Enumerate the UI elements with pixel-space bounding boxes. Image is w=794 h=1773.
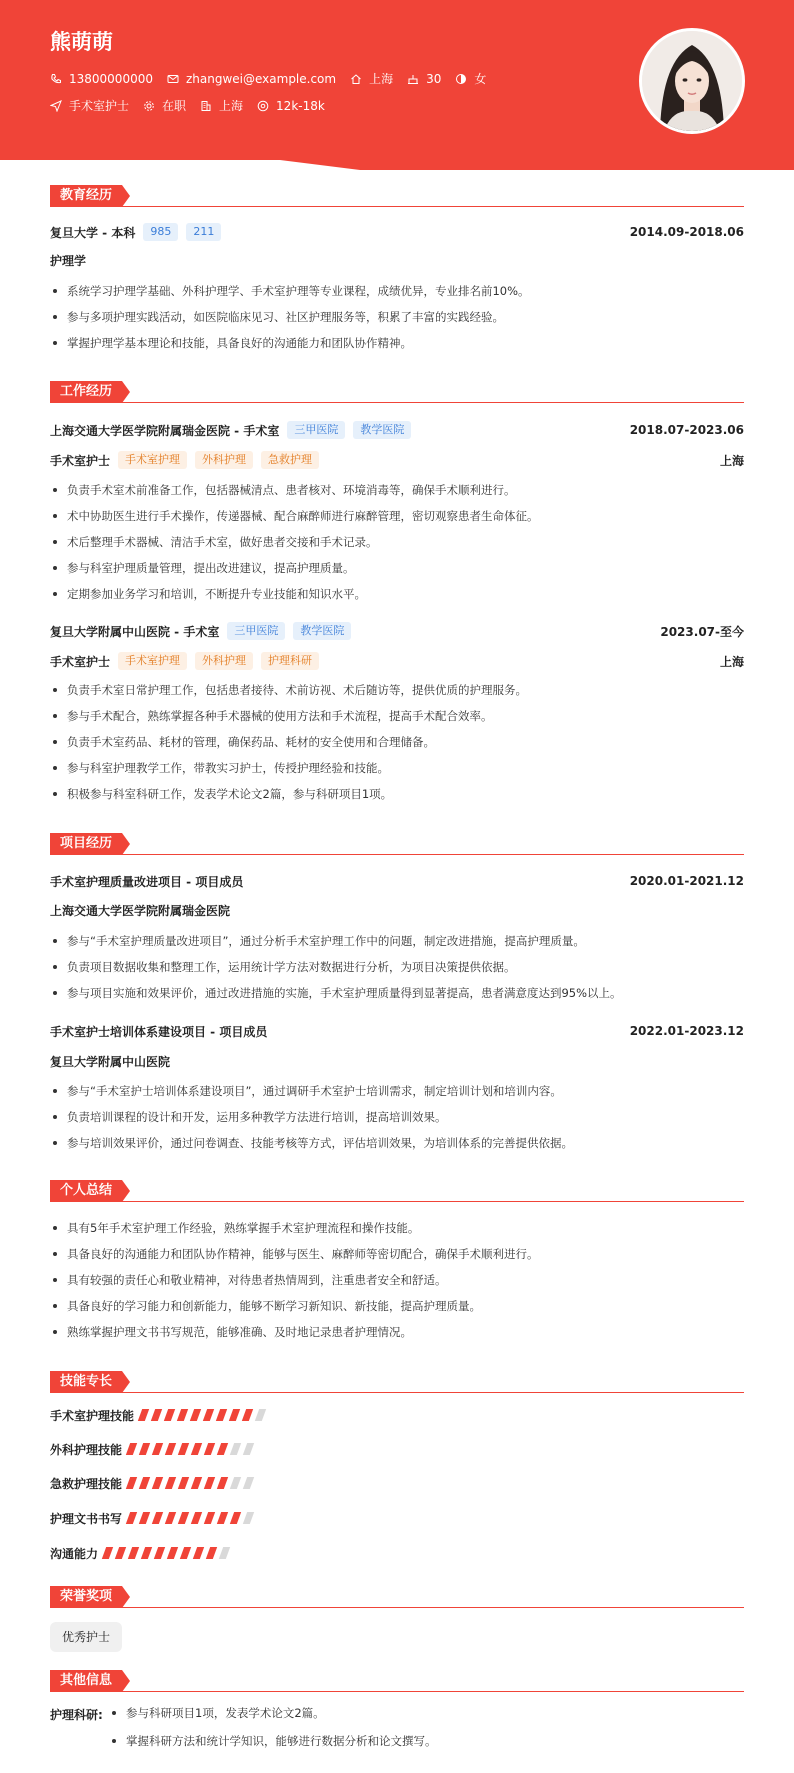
section-title-label: 荣誉奖项	[50, 1586, 122, 1608]
skill-row	[50, 1439, 258, 1459]
employer-tag: 教学医院	[353, 421, 411, 439]
list-item: 参与科研项目1项，发表学术论文2篇。	[109, 1706, 437, 1734]
section-awards	[50, 1586, 744, 1608]
skill-row	[50, 1473, 258, 1493]
list-item: 具备良好的学习能力和创新能力，能够不断学习新知识、新技能，提高护理质量。	[50, 1293, 744, 1319]
skill-row	[50, 1508, 258, 1528]
employer-tag: 教学医院	[293, 622, 351, 640]
education-bullets	[50, 278, 744, 356]
salary-icon	[257, 100, 269, 112]
job-role: 手术室护士	[50, 453, 111, 468]
skill-name: 沟通能力	[50, 1546, 99, 1561]
school-tag: 985	[143, 223, 178, 241]
contact-row	[50, 70, 500, 87]
section-title-label: 个人总结	[50, 1180, 122, 1202]
skill-segment-empty	[255, 1409, 266, 1421]
skill-segment-filled	[165, 1477, 176, 1489]
section-divider	[50, 402, 744, 403]
list-item: 掌握护理学基本理论和技能，具备良好的沟通能力和团队协作精神。	[50, 330, 744, 356]
list-item: 参与“手术室护士培训体系建设项目”，通过调研手术室护士培训需求，制定培训计划和培训内容。	[50, 1078, 744, 1104]
skill-segment-filled	[217, 1512, 228, 1524]
skill-segment-filled	[154, 1547, 165, 1559]
employer-name: 上海交通大学医学院附属瑞金医院 - 手术室	[50, 423, 280, 438]
home-icon	[350, 73, 362, 85]
city-item	[350, 70, 393, 87]
project-name: 手术室护理质量改进项目 - 项目成员	[50, 874, 244, 889]
job-intent-row	[50, 97, 339, 114]
skill-segment-empty	[243, 1443, 254, 1455]
role-tag: 护理科研	[261, 652, 319, 670]
gender-item	[455, 70, 486, 87]
skill-segment-filled	[204, 1443, 215, 1455]
section-divider	[50, 1392, 744, 1393]
summary-bullets	[50, 1215, 744, 1345]
section-education	[50, 185, 744, 207]
work-city-text: 上海	[219, 99, 244, 113]
skill-segment-empty	[243, 1477, 254, 1489]
skill-level-bar	[128, 1477, 258, 1489]
list-item: 术中协助医生进行手术操作，传递器械、配合麻醉师进行麻醉管理，密切观察患者生命体征。	[50, 503, 744, 529]
job-date: 2023.07-至今	[660, 624, 744, 639]
email-item	[167, 72, 336, 86]
skill-segment-filled	[151, 1409, 162, 1421]
avatar-portrait	[642, 31, 742, 131]
status-item	[143, 97, 186, 114]
skill-name: 外科护理技能	[50, 1442, 123, 1457]
job-role-row	[50, 651, 744, 671]
job-bullets	[50, 477, 744, 607]
section-title-label: 其他信息	[50, 1670, 122, 1692]
skill-row	[50, 1543, 234, 1563]
skill-segment-filled	[206, 1547, 217, 1559]
job-header-row	[50, 420, 744, 440]
skill-segment-filled	[152, 1443, 163, 1455]
skill-name: 手术室护理技能	[50, 1408, 135, 1423]
skill-segment-filled	[102, 1547, 113, 1559]
skill-segment-filled	[115, 1547, 126, 1559]
work-city-item	[200, 97, 243, 114]
status-text: 在职	[162, 99, 187, 113]
project-bullets	[50, 1078, 744, 1156]
city-text: 上海	[369, 72, 394, 86]
employer-name: 复旦大学附属中山医院 - 手术室	[50, 624, 220, 639]
list-item: 参与“手术室护理质量改进项目”，通过分析手术室护理工作中的问题，制定改进措施，提高护理质量。	[50, 928, 744, 954]
list-item: 参与科室护理质量管理，提出改进建议，提高护理质量。	[50, 555, 744, 581]
skill-segment-filled	[193, 1547, 204, 1559]
section-divider	[50, 854, 744, 855]
skill-segment-filled	[217, 1443, 228, 1455]
section-title-label: 工作经历	[50, 381, 122, 403]
phone-icon	[50, 73, 62, 85]
age-item	[407, 72, 441, 86]
skill-segment-filled	[177, 1409, 188, 1421]
position-text: 手术室护士	[69, 99, 130, 113]
project-date: 2022.01-2023.12	[629, 1024, 744, 1038]
skill-segment-filled	[191, 1512, 202, 1524]
job-date: 2018.07-2023.06	[629, 423, 744, 437]
skill-segment-filled	[178, 1443, 189, 1455]
list-item: 参与多项护理实践活动，如医院临床见习、社区护理服务等，积累了丰富的实践经验。	[50, 304, 744, 330]
skill-segment-filled	[126, 1512, 137, 1524]
other-bullets	[109, 1706, 437, 1762]
send-icon	[50, 100, 62, 112]
school-tag: 211	[186, 223, 221, 241]
age-text: 30	[426, 71, 442, 86]
role-tag: 外科护理	[195, 652, 253, 670]
skill-segment-filled	[191, 1443, 202, 1455]
award-chip: 优秀护士	[50, 1622, 122, 1652]
skill-segment-filled	[191, 1477, 202, 1489]
skill-segment-filled	[128, 1547, 139, 1559]
candidate-name: 熊萌萌	[50, 30, 113, 54]
job-header-row	[50, 621, 744, 641]
list-item: 掌握科研方法和统计学知识，能够进行数据分析和论文撰写。	[109, 1734, 437, 1762]
skill-segment-empty	[230, 1443, 241, 1455]
list-item: 负责手术室日常护理工作，包括患者接待、术前访视、术后随访等，提供优质的护理服务。	[50, 677, 744, 703]
list-item: 具有较强的责任心和敬业精神，对待患者热情周到，注重患者安全和舒适。	[50, 1267, 744, 1293]
skill-segment-filled	[229, 1409, 240, 1421]
skill-name: 护理文书书写	[50, 1511, 123, 1526]
skill-segment-filled	[141, 1547, 152, 1559]
skill-segment-filled	[126, 1443, 137, 1455]
job-role: 手术室护士	[50, 654, 111, 669]
list-item: 负责培训课程的设计和开发，运用多种教学方法进行培训，提高培训效果。	[50, 1104, 744, 1130]
role-tag: 手术室护理	[118, 451, 187, 469]
gender-text: 女	[474, 72, 487, 86]
section-summary	[50, 1180, 744, 1202]
skill-segment-empty	[219, 1547, 230, 1559]
list-item: 系统学习护理学基础、外科护理学、手术室护理等专业课程，成绩优异，专业排名前10%。	[50, 278, 744, 304]
role-tag: 外科护理	[195, 451, 253, 469]
resume-header	[0, 0, 794, 183]
skill-row	[50, 1405, 270, 1425]
major-name: 护理学	[50, 253, 87, 268]
section-title-label: 教育经历	[50, 185, 122, 207]
skill-segment-filled	[178, 1512, 189, 1524]
skill-segment-filled	[167, 1547, 178, 1559]
skill-segment-filled	[165, 1512, 176, 1524]
skill-segment-filled	[217, 1477, 228, 1489]
list-item: 定期参加业务学习和培训，不断提升专业技能和知识水平。	[50, 581, 744, 607]
skill-segment-filled	[230, 1512, 241, 1524]
skill-segment-filled	[139, 1443, 150, 1455]
job-role-row	[50, 450, 744, 470]
list-item: 参与手术配合，熟练掌握各种手术器械的使用方法和手术流程，提高手术配合效率。	[50, 703, 744, 729]
education-header-row	[50, 222, 744, 242]
skill-segment-filled	[204, 1512, 215, 1524]
gender-icon	[455, 73, 467, 85]
cake-icon	[407, 73, 419, 85]
avatar	[639, 28, 745, 134]
section-title-label: 项目经历	[50, 833, 122, 855]
section-work	[50, 381, 744, 403]
list-item: 具有5年手术室护理工作经验，熟练掌握手术室护理流程和操作技能。	[50, 1215, 744, 1241]
skill-segment-empty	[230, 1477, 241, 1489]
skill-segment-filled	[204, 1477, 215, 1489]
skill-segment-filled	[139, 1477, 150, 1489]
skill-level-bar	[128, 1512, 258, 1524]
project-org: 复旦大学附属中山医院	[50, 1054, 171, 1069]
list-item: 负责手术室术前准备工作，包括器械清点、患者核对、环境消毒等，确保手术顺利进行。	[50, 477, 744, 503]
skill-level-bar	[128, 1443, 258, 1455]
skill-segment-filled	[152, 1512, 163, 1524]
building-icon	[200, 100, 212, 112]
skill-segment-filled	[216, 1409, 227, 1421]
skill-segment-filled	[152, 1477, 163, 1489]
phone-item	[50, 72, 153, 86]
section-divider	[50, 206, 744, 207]
project-date: 2020.01-2021.12	[629, 874, 744, 888]
other-category-label: 护理科研:	[50, 1708, 103, 1722]
list-item: 参与培训效果评价，通过问卷调查、技能考核等方式，评估培训效果，为培训体系的完善提供依据。	[50, 1130, 744, 1156]
skill-name: 急救护理技能	[50, 1476, 123, 1491]
skill-segment-filled	[203, 1409, 214, 1421]
list-item: 术后整理手术器械、清洁手术室，做好患者交接和手术记录。	[50, 529, 744, 555]
section-projects	[50, 833, 744, 855]
section-skills	[50, 1371, 744, 1393]
project-header-row	[50, 871, 744, 891]
project-bullets	[50, 928, 744, 1006]
role-tag: 手术室护理	[118, 652, 187, 670]
position-item	[50, 97, 129, 114]
school-name: 复旦大学 - 本科	[50, 225, 136, 240]
list-item: 负责项目数据收集和整理工作，运用统计学方法对数据进行分析，为项目决策提供依据。	[50, 954, 744, 980]
skill-level-bar	[104, 1547, 234, 1559]
skill-segment-empty	[243, 1512, 254, 1524]
list-item: 负责手术室药品、耗材的管理，确保药品、耗材的安全使用和合理储备。	[50, 729, 744, 755]
skill-segment-filled	[190, 1409, 201, 1421]
skill-segment-filled	[165, 1443, 176, 1455]
project-org-row	[50, 900, 744, 920]
mail-icon	[167, 73, 179, 85]
section-divider	[50, 1691, 744, 1692]
list-item: 熟练掌握护理文书书写规范，能够准确、及时地记录患者护理情况。	[50, 1319, 744, 1345]
skill-segment-filled	[178, 1477, 189, 1489]
skill-segment-filled	[139, 1512, 150, 1524]
list-item: 参与项目实施和效果评价，通过改进措施的实施，手术室护理质量得到显著提高，患者满意度达到95%以上。	[50, 980, 744, 1006]
skill-segment-filled	[180, 1547, 191, 1559]
section-divider	[50, 1201, 744, 1202]
project-org: 上海交通大学医学院附属瑞金医院	[50, 903, 231, 918]
skill-level-bar	[140, 1409, 270, 1421]
section-divider	[50, 1607, 744, 1608]
role-tag: 急救护理	[261, 451, 319, 469]
section-other	[50, 1670, 744, 1692]
education-date: 2014.09-2018.06	[629, 225, 744, 239]
salary-text: 12k-18k	[276, 98, 325, 113]
skill-segment-filled	[242, 1409, 253, 1421]
major-row	[50, 250, 744, 270]
skill-segment-filled	[126, 1477, 137, 1489]
project-header-row	[50, 1021, 744, 1041]
salary-item	[257, 99, 325, 113]
section-title-label: 技能专长	[50, 1371, 122, 1393]
skill-segment-filled	[138, 1409, 149, 1421]
phone-text: 13800000000	[69, 71, 153, 86]
email-text: zhangwei@example.com	[185, 71, 337, 86]
project-name: 手术室护士培训体系建设项目 - 项目成员	[50, 1024, 268, 1039]
employer-tag: 三甲医院	[227, 622, 285, 640]
gear-icon	[143, 100, 155, 112]
employer-tag: 三甲医院	[287, 421, 345, 439]
skill-segment-filled	[164, 1409, 175, 1421]
list-item: 参与科室护理教学工作，带教实习护士，传授护理经验和技能。	[50, 755, 744, 781]
job-location: 上海	[719, 453, 744, 468]
list-item: 积极参与科室科研工作，发表学术论文2篇，参与科研项目1项。	[50, 781, 744, 807]
list-item: 具备良好的沟通能力和团队协作精神，能够与医生、麻醉师等密切配合，确保手术顺利进行。	[50, 1241, 744, 1267]
job-bullets	[50, 677, 744, 807]
project-org-row	[50, 1051, 744, 1071]
job-location: 上海	[719, 654, 744, 669]
